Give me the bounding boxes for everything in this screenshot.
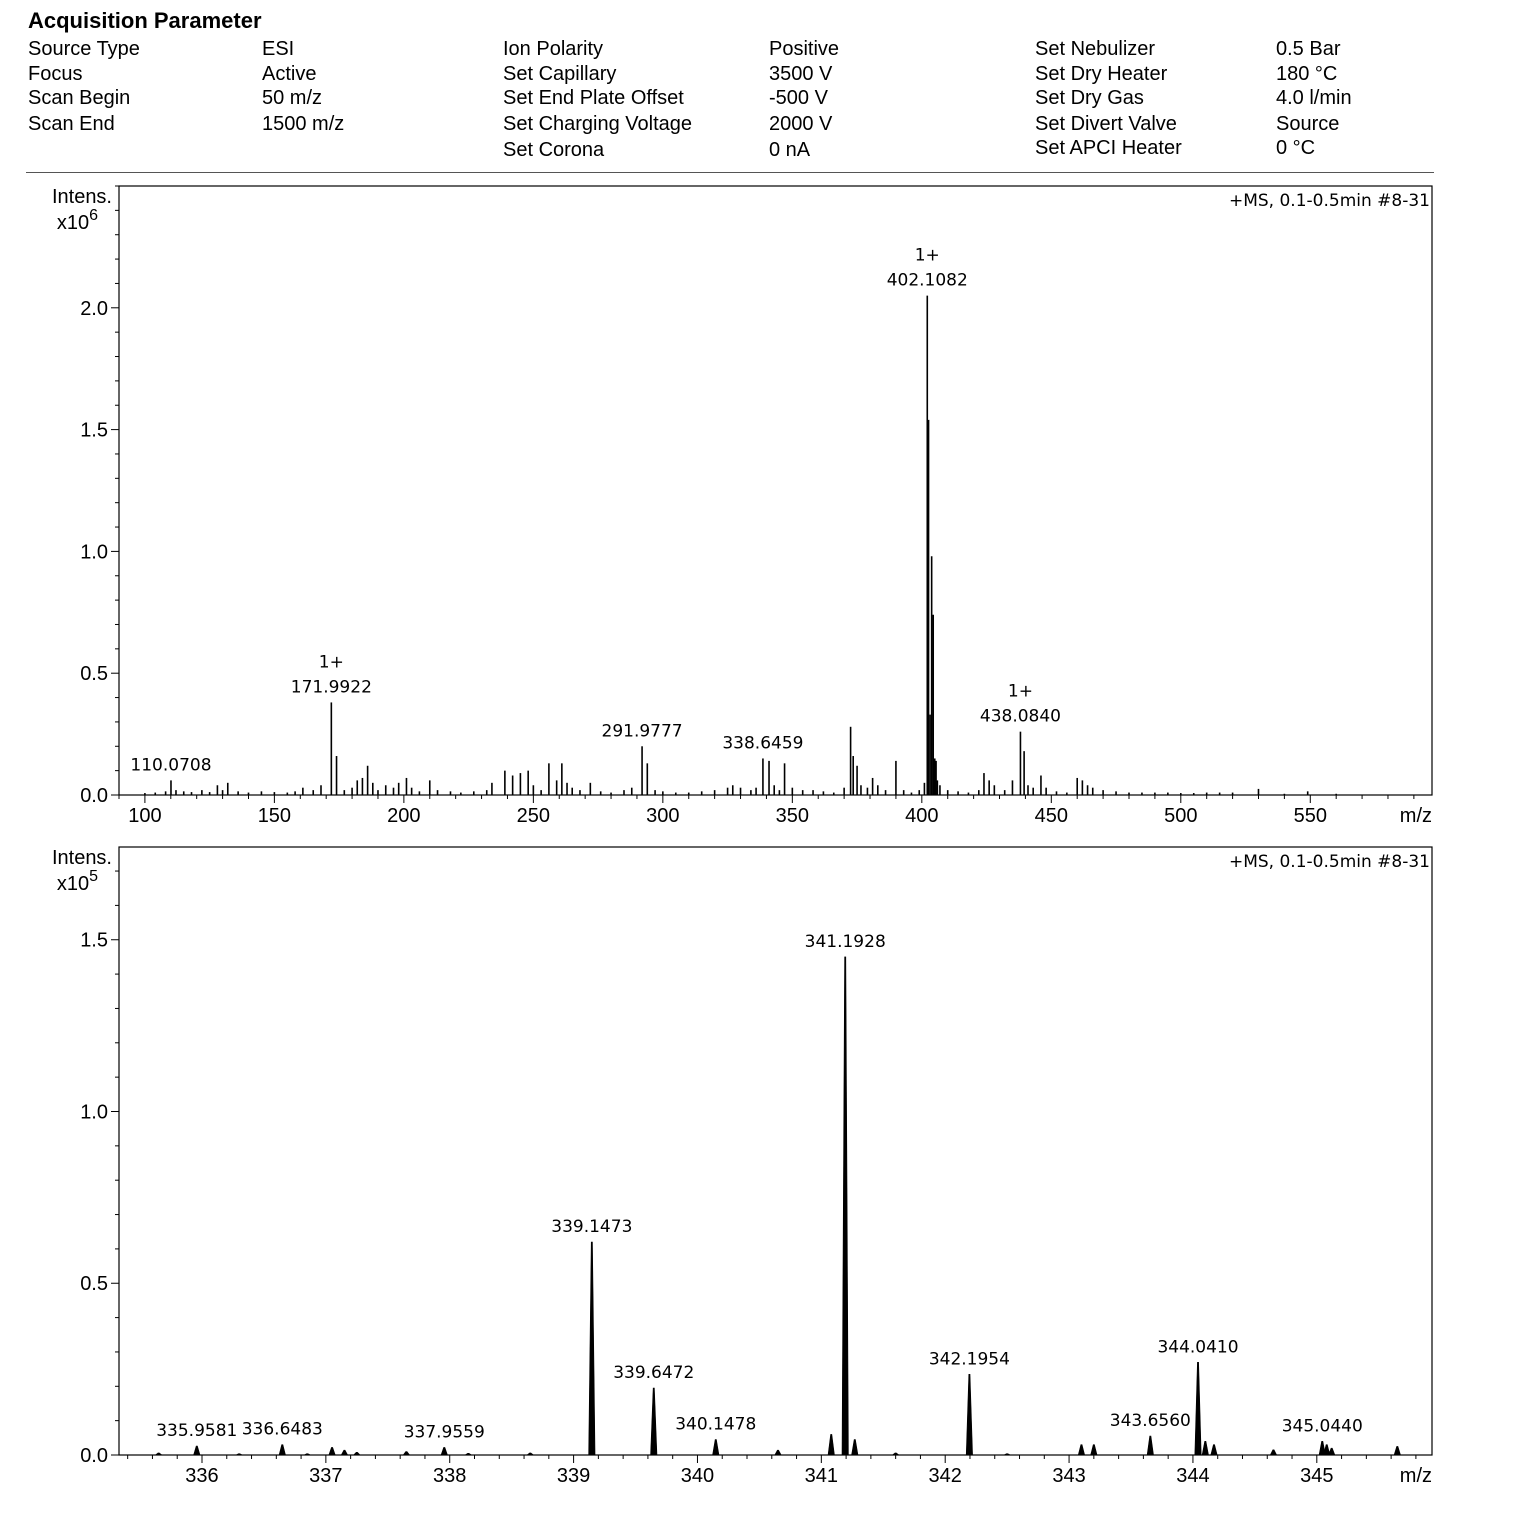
peak: [1078, 1445, 1084, 1455]
peak: [1202, 1441, 1208, 1455]
x-axis-label: m/z: [1399, 805, 1432, 827]
peak: [1211, 1445, 1217, 1455]
peak: [589, 1242, 595, 1455]
peak-label: 337.9559: [403, 1422, 485, 1443]
peak: [1394, 1446, 1400, 1455]
peak: [1091, 1445, 1097, 1455]
peak-label: 343.6560: [1109, 1411, 1191, 1432]
x-tick-label: 100: [128, 805, 162, 827]
param-value: 0 nA: [769, 139, 811, 161]
peak-label: 1+: [318, 652, 344, 673]
param-label: Set Charging Voltage: [503, 113, 693, 135]
peak: [354, 1452, 360, 1455]
x-tick-label: 337: [309, 1465, 343, 1487]
x-tick-label: 250: [516, 805, 551, 827]
x-tick-label: 338: [433, 1465, 467, 1487]
param-label: Ion Polarity: [503, 38, 604, 60]
peak: [1147, 1436, 1153, 1455]
param-value: -500 V: [769, 87, 828, 109]
y-tick-label: 1.5: [80, 929, 108, 952]
peak: [966, 1374, 972, 1455]
peak-label: 336.6483: [241, 1419, 323, 1440]
acquisition-title: Acquisition Parameter: [28, 8, 262, 33]
peak-label: 110.0708: [130, 755, 212, 776]
peak-label: 335.9581: [156, 1421, 238, 1442]
peak: [828, 1434, 834, 1455]
peak-label: 341.1928: [804, 931, 886, 952]
peak-label: 340.1478: [675, 1414, 757, 1435]
x-tick-label: 345: [1300, 1465, 1334, 1487]
param-value: 1500 m/z: [262, 113, 345, 135]
peak: [527, 1453, 533, 1455]
y-tick-label: 0.5: [80, 1273, 108, 1296]
param-label: Set APCI Heater: [1035, 137, 1182, 159]
peak: [194, 1446, 200, 1455]
peak-label: 402.1082: [886, 270, 968, 291]
param-label: Scan Begin: [28, 87, 131, 109]
param-label: Focus: [28, 63, 83, 85]
x-tick-label: 341: [804, 1465, 839, 1487]
param-label: Set Divert Valve: [1035, 113, 1177, 135]
x-tick-label: 400: [905, 805, 939, 827]
x-tick-label: 200: [387, 805, 421, 827]
peak: [775, 1450, 781, 1455]
peak: [341, 1450, 347, 1455]
peak: [852, 1440, 858, 1455]
peak: [279, 1445, 285, 1455]
x-tick-label: 342: [928, 1465, 962, 1487]
param-value: Active: [262, 63, 317, 85]
y-tick-label: 1.5: [80, 419, 108, 442]
y-tick-label: 0.0: [80, 785, 108, 807]
peak: [403, 1452, 409, 1455]
param-value: 0 °C: [1276, 137, 1316, 159]
peak: [236, 1454, 242, 1455]
x-tick-label: 550: [1293, 805, 1327, 827]
x-tick-label: 336: [185, 1465, 219, 1487]
peak: [842, 957, 848, 1455]
x-tick-label: 150: [257, 805, 292, 827]
spectrum-title: +MS, 0.1-0.5min #8-31: [1228, 852, 1430, 872]
param-value: 0.5 Bar: [1276, 38, 1341, 60]
param-label: Scan End: [28, 113, 115, 135]
peak: [1270, 1450, 1276, 1455]
peak: [155, 1453, 161, 1455]
x-axis-label: m/z: [1399, 1465, 1432, 1487]
param-value: 4.0 l/min: [1276, 87, 1352, 109]
x-tick-label: 344: [1176, 1465, 1210, 1487]
x-tick-label: 343: [1052, 1465, 1086, 1487]
peak: [304, 1454, 310, 1455]
peak-label: 339.1473: [551, 1217, 633, 1238]
spectrum-panel-1: [52, 186, 1432, 827]
y-tick-label: 0.0: [80, 1445, 108, 1467]
peak-label: 291.9777: [601, 721, 683, 742]
peak: [713, 1440, 719, 1455]
peak-label: 344.0410: [1157, 1337, 1239, 1358]
x-tick-label: 450: [1034, 805, 1068, 827]
y-tick-label: 2.0: [80, 297, 108, 320]
peak: [1004, 1454, 1010, 1455]
param-label: Set Capillary: [503, 63, 617, 85]
peak-label: 338.6459: [722, 733, 804, 754]
peak: [892, 1453, 898, 1455]
y-axis-scale: $x10^6$: [56, 207, 98, 234]
y-axis-label: Intens.: [51, 847, 112, 869]
param-label: Set Corona: [503, 139, 605, 161]
x-tick-label: 500: [1164, 805, 1198, 827]
y-tick-label: 0.5: [80, 663, 108, 686]
param-label: Source Type: [28, 38, 140, 60]
peak-label: 171.9922: [290, 677, 372, 698]
spectrum-title: +MS, 0.1-0.5min #8-31: [1228, 191, 1430, 211]
x-tick-label: 350: [775, 805, 810, 827]
y-tick-label: 1.0: [80, 541, 108, 564]
peak-label: 342.1954: [928, 1349, 1010, 1370]
peak-label: 339.6472: [613, 1363, 695, 1384]
spectrum-panel-2: [52, 847, 1432, 1487]
param-label: Set End Plate Offset: [503, 87, 684, 109]
param-value: Positive: [769, 38, 840, 60]
peak-label: 438.0840: [979, 706, 1062, 727]
y-tick-label: 1.0: [80, 1101, 108, 1124]
peak-label: 1+: [1007, 681, 1033, 702]
peak: [441, 1447, 447, 1455]
peak-label: 1+: [914, 245, 940, 266]
param-value: Source: [1276, 113, 1340, 135]
param-value: 3500 V: [769, 63, 833, 85]
peak: [329, 1447, 335, 1455]
param-value: ESI: [262, 38, 295, 60]
y-axis-label: Intens.: [51, 186, 112, 208]
peak: [465, 1453, 471, 1455]
plot-frame: [119, 186, 1432, 795]
peak-label: 345.0440: [1281, 1416, 1363, 1437]
x-tick-label: 340: [680, 1465, 715, 1487]
peak: [1328, 1448, 1334, 1455]
param-value: 180 °C: [1276, 63, 1338, 85]
x-tick-label: 300: [646, 805, 680, 827]
param-label: Set Nebulizer: [1035, 38, 1156, 60]
param-value: 2000 V: [769, 113, 833, 135]
peak: [651, 1388, 657, 1455]
y-axis-scale: $x10^5$: [56, 868, 98, 895]
param-label: Set Dry Heater: [1035, 63, 1168, 85]
param-label: Set Dry Gas: [1035, 87, 1144, 109]
x-tick-label: 339: [556, 1465, 591, 1487]
peak: [1195, 1362, 1201, 1455]
param-value: 50 m/z: [262, 87, 323, 109]
plot-frame: [119, 847, 1432, 1455]
